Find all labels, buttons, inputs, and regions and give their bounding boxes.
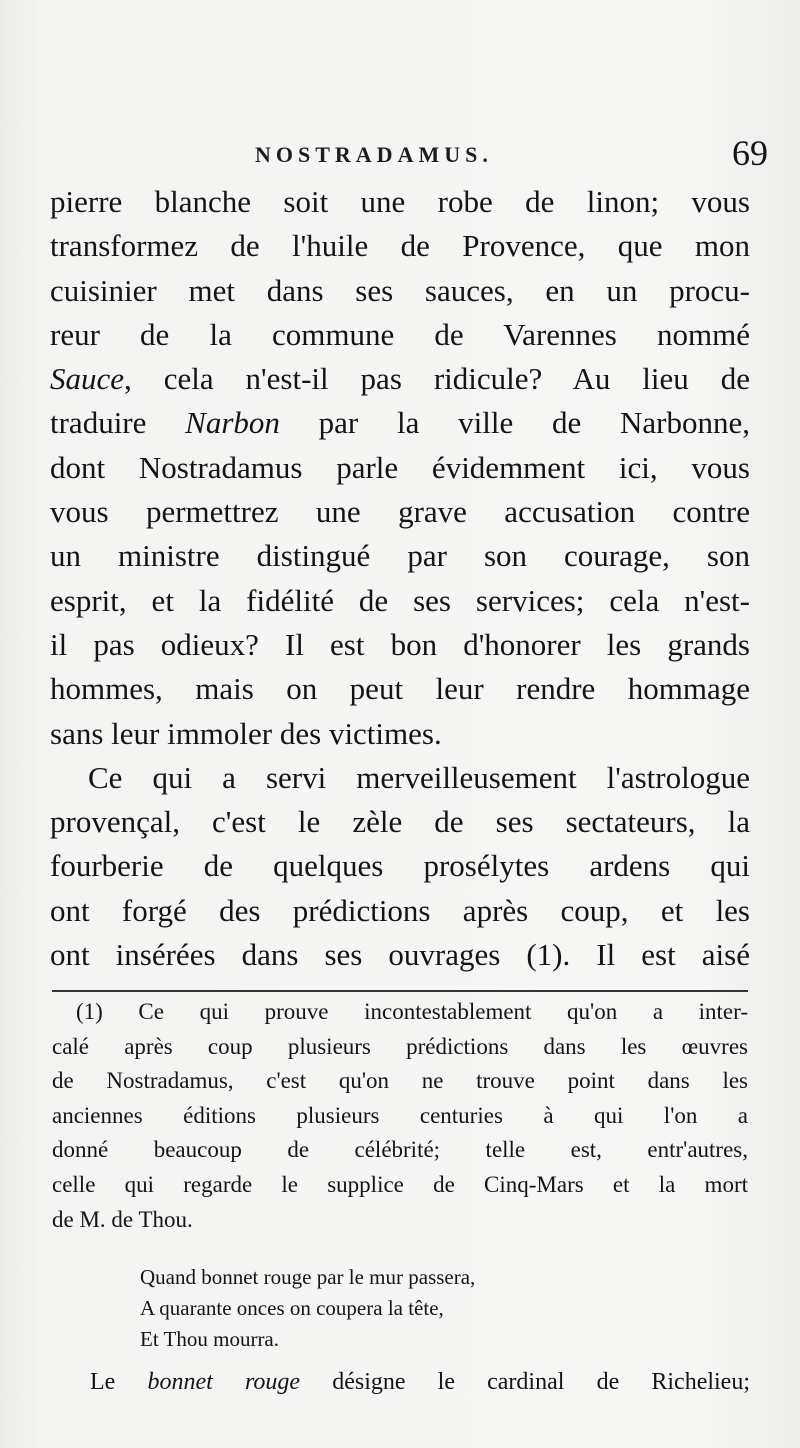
text-line: dont Nostradamus parle évidemment ici, vous [50, 449, 750, 485]
text-segment: traduire [50, 405, 186, 441]
text-line: Ce qui a servi merveilleusement l'astrologue [88, 759, 750, 795]
italic-word: Sauce [50, 361, 125, 397]
page-number: 69 [732, 133, 768, 173]
footnote-line: calé après coup plusieurs prédictions dans les œuvres [52, 1033, 748, 1059]
footnote-divider [52, 990, 748, 992]
footnote-line: de Nostradamus, c'est qu'on ne trouve point dans les [52, 1068, 748, 1094]
text-line: transformez de l'huile de Provence, que mon [50, 228, 750, 264]
text-segment: Le [90, 1369, 148, 1395]
text-line: sans leur immoler des victimes. [50, 715, 442, 751]
italic-word: Narbon [185, 405, 280, 441]
footnote-line: anciennes éditions plusieurs centuries à qui l'on a [52, 1102, 748, 1128]
verse-line: A quarante onces on coupera la tête, [140, 1296, 444, 1320]
text-line [90, 1362, 750, 1402]
text-line: ont insérées dans ses ouvrages (1). Il est aisé [50, 937, 750, 973]
verse-line: Et Thou mourra. [140, 1327, 280, 1351]
italic-phrase: bonnet rouge [147, 1369, 301, 1395]
footnote-line: celle qui regarde le supplice de Cinq-Mars et la mort [52, 1171, 748, 1197]
page-header [50, 132, 768, 172]
text-line [50, 357, 750, 401]
footnote-line: de M. de Thou. [52, 1206, 193, 1232]
running-head: NOSTRADAMUS. [255, 142, 493, 167]
quoted-verse [140, 1262, 660, 1355]
footnote-line: donné beaucoup de célébrité; telle est, entr'autres, [52, 1137, 748, 1163]
text-line: fourberie de quelques prosélytes ardens qui [50, 848, 750, 884]
text-line [50, 401, 750, 445]
main-text [50, 180, 750, 977]
text-line: pierre blanche soit une robe de linon; vous [50, 184, 750, 219]
footnote-line: (1) Ce qui prouve incontestablement qu'on a inter- [76, 999, 748, 1024]
text-segment: désigne le cardinal de Richelieu; [300, 1369, 751, 1395]
verse-line: Quand bonnet rouge par le mur passera, [140, 1265, 476, 1289]
text-line: provençal, c'est le zèle de ses sectateurs, la [50, 804, 750, 840]
text-line: cuisinier met dans ses sauces, en un procu- [50, 272, 750, 308]
footnote-continuation [90, 1362, 750, 1402]
text-line: ont forgé des prédictions après coup, et les [50, 892, 750, 928]
text-line: un ministre distingué par son courage, son [50, 538, 750, 574]
text-line: vous permettrez une grave accusation contre [50, 494, 750, 530]
text-line: esprit, et la fidélité de ses services; cela n'est- [50, 582, 750, 618]
text-line: hommes, mais on peut leur rendre hommage [50, 671, 750, 707]
text-line: reur de la commune de Varennes nommé [50, 316, 750, 352]
text-line: il pas odieux? Il est bon d'honorer les grands [50, 626, 750, 662]
text-segment: , cela n'est-il pas ridicule? Au lieu de [124, 361, 750, 397]
footnote [52, 995, 748, 1237]
text-segment: par la ville de Narbonne, [279, 405, 750, 441]
